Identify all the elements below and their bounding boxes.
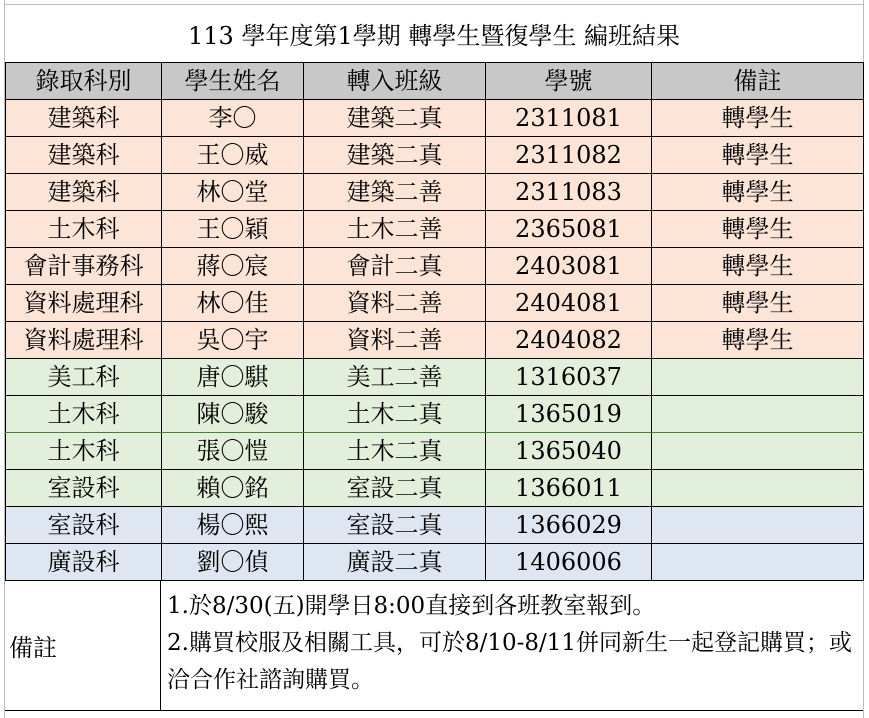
cell-dept[interactable]: 土木科 bbox=[6, 211, 162, 248]
cell-name[interactable]: 賴〇銘 bbox=[162, 470, 304, 507]
cell-name[interactable]: 王〇威 bbox=[162, 137, 304, 174]
cell-name[interactable]: 楊〇熙 bbox=[162, 507, 304, 544]
cell-dept[interactable]: 建築科 bbox=[6, 100, 162, 137]
table-row bbox=[6, 322, 864, 359]
cell-id[interactable]: 1316037 bbox=[486, 359, 652, 396]
note-line-1: 1.於8/30(五)開學日8:00直接到各班教室報到。 bbox=[167, 593, 656, 619]
cell-id[interactable]: 2311081 bbox=[486, 100, 652, 137]
cell-dept[interactable]: 室設科 bbox=[6, 507, 162, 544]
cell-dept[interactable]: 美工科 bbox=[6, 359, 162, 396]
table-row bbox=[6, 507, 864, 544]
notes-content-cell[interactable] bbox=[161, 580, 863, 710]
cell-note[interactable] bbox=[652, 507, 864, 544]
cell-dept[interactable]: 建築科 bbox=[6, 137, 162, 174]
cell-class[interactable]: 室設二真 bbox=[304, 470, 486, 507]
cell-class[interactable]: 土木二真 bbox=[304, 396, 486, 433]
cell-name[interactable]: 李〇 bbox=[162, 100, 304, 137]
cell-note[interactable]: 轉學生 bbox=[652, 100, 864, 137]
cell-name[interactable]: 蔣〇宸 bbox=[162, 248, 304, 285]
header-row bbox=[6, 63, 864, 100]
header-name[interactable]: 學生姓名 bbox=[162, 63, 304, 100]
table-row bbox=[6, 396, 864, 433]
note-line-2: 2.購買校服及相關工具，可於8/10-8/11併同新生一起登記購買；或洽合作社諮詢購買。 bbox=[167, 630, 853, 693]
cell-class[interactable]: 會計二真 bbox=[304, 248, 486, 285]
cell-id[interactable]: 1406006 bbox=[486, 544, 652, 581]
cell-note[interactable]: 轉學生 bbox=[652, 285, 864, 322]
cell-name[interactable]: 林〇佳 bbox=[162, 285, 304, 322]
cell-dept[interactable]: 室設科 bbox=[6, 470, 162, 507]
cell-note[interactable] bbox=[652, 544, 864, 581]
cell-class[interactable]: 廣設二真 bbox=[304, 544, 486, 581]
table-row bbox=[6, 100, 864, 137]
table-row bbox=[6, 174, 864, 211]
notes-label-cell[interactable] bbox=[5, 580, 161, 710]
header-id[interactable]: 學號 bbox=[486, 63, 652, 100]
cell-id[interactable]: 1366011 bbox=[486, 470, 652, 507]
cell-id[interactable]: 2404081 bbox=[486, 285, 652, 322]
cell-name[interactable]: 林〇堂 bbox=[162, 174, 304, 211]
cell-class[interactable]: 資料二善 bbox=[304, 322, 486, 359]
table-row bbox=[6, 470, 864, 507]
table-row bbox=[6, 359, 864, 396]
header-note[interactable]: 備註 bbox=[652, 63, 864, 100]
sheet-title: 113 學年度第1學期 轉學生暨復學生 編班結果 bbox=[188, 22, 680, 50]
cell-class[interactable]: 室設二真 bbox=[304, 507, 486, 544]
cell-class[interactable]: 美工二善 bbox=[304, 359, 486, 396]
cell-name[interactable]: 吳〇宇 bbox=[162, 322, 304, 359]
cell-class[interactable]: 資料二善 bbox=[304, 285, 486, 322]
cell-note[interactable]: 轉學生 bbox=[652, 174, 864, 211]
cell-id[interactable]: 1365040 bbox=[486, 433, 652, 470]
cell-dept[interactable]: 資料處理科 bbox=[6, 285, 162, 322]
cell-note[interactable] bbox=[652, 396, 864, 433]
cell-id[interactable]: 1365019 bbox=[486, 396, 652, 433]
cell-name[interactable]: 唐〇騏 bbox=[162, 359, 304, 396]
table-row bbox=[6, 544, 864, 581]
cell-class[interactable]: 建築二善 bbox=[304, 174, 486, 211]
notes-row bbox=[5, 580, 863, 711]
cell-id[interactable]: 2404082 bbox=[486, 322, 652, 359]
table-row bbox=[6, 285, 864, 322]
cell-id[interactable]: 2311083 bbox=[486, 174, 652, 211]
placement-table bbox=[5, 62, 864, 581]
table-row bbox=[6, 137, 864, 174]
cell-note[interactable] bbox=[652, 359, 864, 396]
cell-dept[interactable]: 廣設科 bbox=[6, 544, 162, 581]
cell-id[interactable]: 2403081 bbox=[486, 248, 652, 285]
cell-name[interactable]: 王〇穎 bbox=[162, 211, 304, 248]
cell-id[interactable]: 2365081 bbox=[486, 211, 652, 248]
cell-note[interactable] bbox=[652, 433, 864, 470]
table-row bbox=[6, 433, 864, 470]
cell-dept[interactable]: 資料處理科 bbox=[6, 322, 162, 359]
cell-name[interactable]: 張〇愷 bbox=[162, 433, 304, 470]
cell-class[interactable]: 建築二真 bbox=[304, 137, 486, 174]
sheet-title-cell[interactable] bbox=[5, 4, 863, 63]
cell-dept[interactable]: 土木科 bbox=[6, 433, 162, 470]
cell-name[interactable]: 劉〇偵 bbox=[162, 544, 304, 581]
table-body bbox=[6, 100, 864, 581]
cell-note[interactable]: 轉學生 bbox=[652, 211, 864, 248]
cell-dept[interactable]: 建築科 bbox=[6, 174, 162, 211]
cell-dept[interactable]: 土木科 bbox=[6, 396, 162, 433]
table-row bbox=[6, 211, 864, 248]
cell-id[interactable]: 2311082 bbox=[486, 137, 652, 174]
cell-note[interactable] bbox=[652, 470, 864, 507]
cell-class[interactable]: 建築二真 bbox=[304, 100, 486, 137]
header-dept[interactable]: 錄取科別 bbox=[6, 63, 162, 100]
cell-note[interactable]: 轉學生 bbox=[652, 248, 864, 285]
cell-class[interactable]: 土木二善 bbox=[304, 211, 486, 248]
notes-label: 備註 bbox=[9, 633, 57, 662]
header-class[interactable]: 轉入班級 bbox=[304, 63, 486, 100]
cell-class[interactable]: 土木二真 bbox=[304, 433, 486, 470]
cell-name[interactable]: 陳〇駿 bbox=[162, 396, 304, 433]
cell-dept[interactable]: 會計事務科 bbox=[6, 248, 162, 285]
cell-note[interactable]: 轉學生 bbox=[652, 322, 864, 359]
cell-note[interactable]: 轉學生 bbox=[652, 137, 864, 174]
cell-id[interactable]: 1366029 bbox=[486, 507, 652, 544]
table-row bbox=[6, 248, 864, 285]
